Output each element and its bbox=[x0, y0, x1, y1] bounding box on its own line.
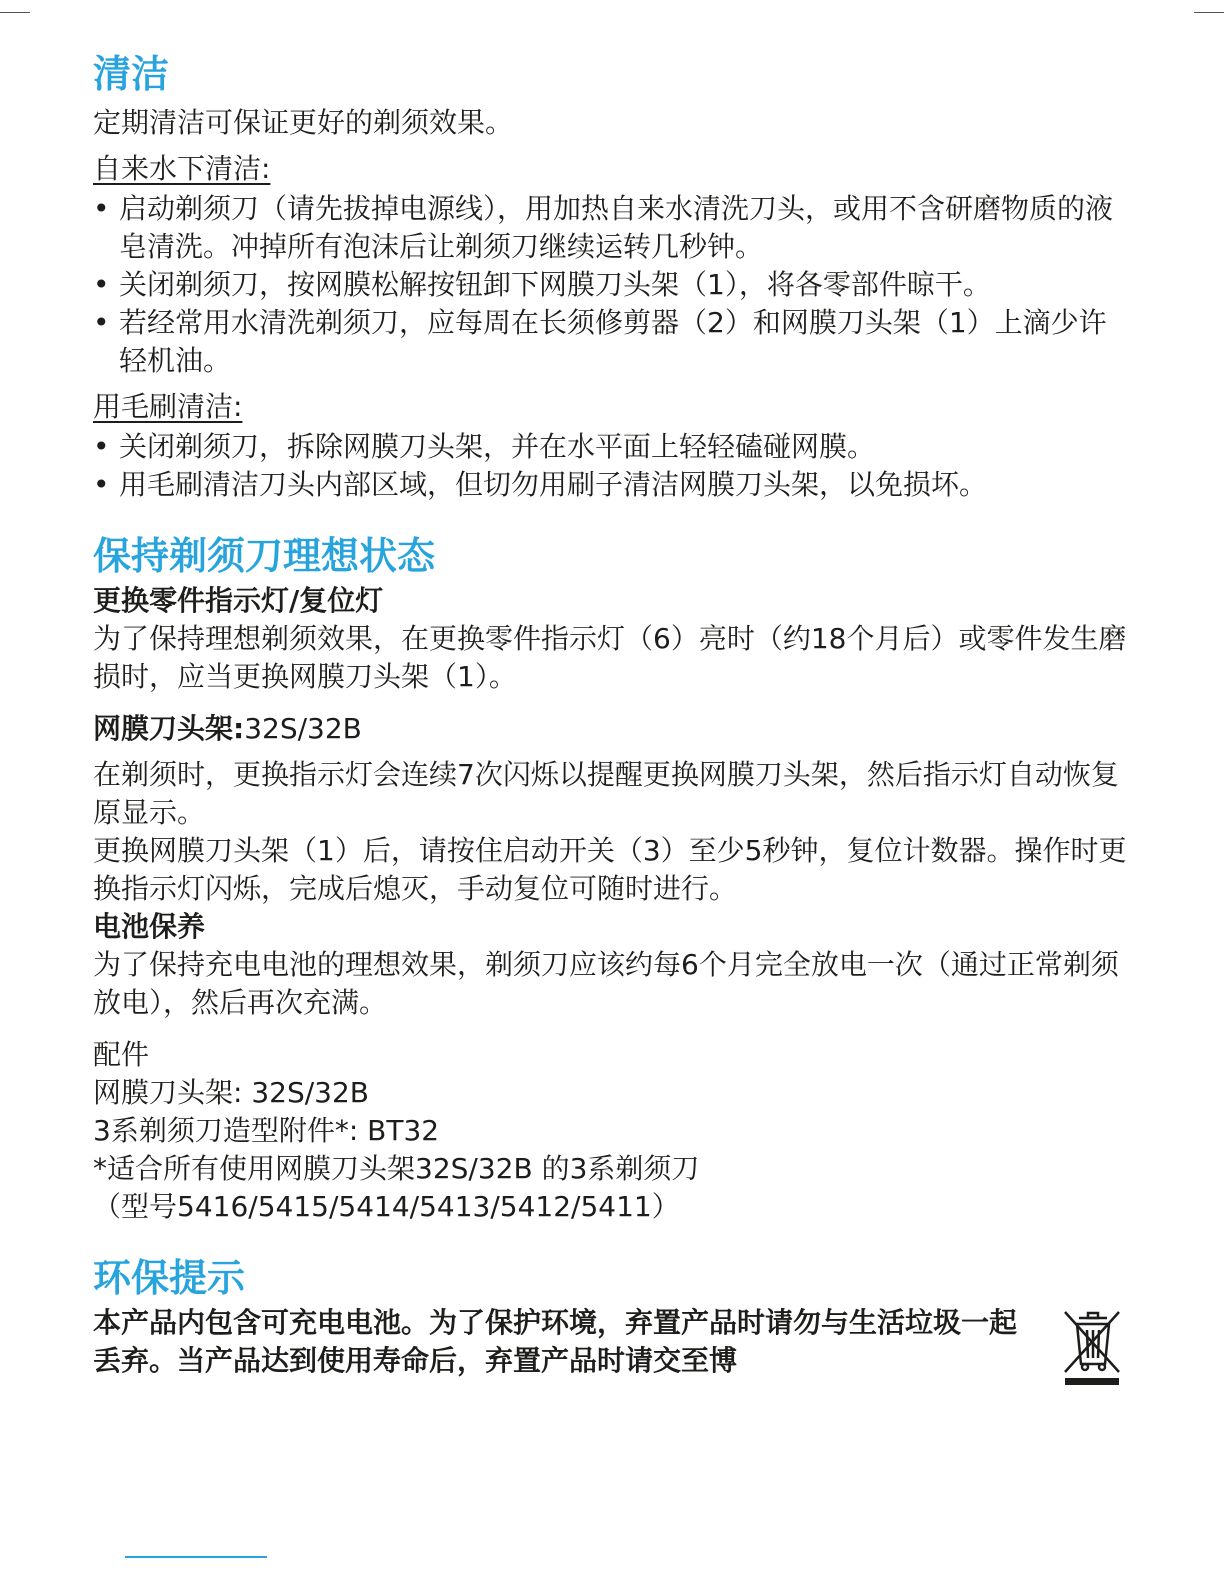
environment-title: 环保提示 bbox=[93, 1256, 246, 1300]
brush-heading: 用毛刷清洁: bbox=[93, 390, 243, 423]
list-item: • 若经常用水清洗剃须刀，应每周在长须修剪器（2）和网膜刀头架（1）上滴少许轻机油。 bbox=[93, 304, 1133, 380]
accessories-heading: 配件 bbox=[93, 1038, 150, 1071]
footer-accent-line bbox=[125, 1556, 267, 1558]
environment-section bbox=[93, 1252, 1133, 1388]
foil-cassette-line bbox=[93, 710, 1133, 748]
list-item: • 关闭剃须刀，拆除网膜刀头架，并在水平面上轻轻磕碰网膜。 bbox=[93, 428, 1133, 466]
accessories-line-2: 3系剃须刀造型附件*: BT32 bbox=[93, 1114, 440, 1147]
replacement-heading: 更换零件指示灯/复位灯 bbox=[93, 584, 384, 617]
crop-mark-right bbox=[1194, 12, 1224, 13]
accessories-line-4: （型号5416/5415/5414/5413/5412/5411） bbox=[93, 1190, 680, 1223]
tap-water-list bbox=[93, 190, 1133, 380]
foil-cassette-text-1: 在剃须时，更换指示灯会连续7次闪烁以提醒更换网膜刀头架，然后指示灯自动恢复原显示。 bbox=[93, 758, 1119, 829]
environment-text: 本产品内包含可充电电池。为了保护环境，弃置产品时请勿与生活垃圾一起丢弃。当产品达到使用寿命后，弃置产品时请交至博 bbox=[93, 1306, 1018, 1377]
cleaning-title: 清洁 bbox=[93, 52, 170, 96]
brush-list bbox=[93, 428, 1133, 504]
foil-cassette-text-2: 更换网膜刀头架（1）后，请按住启动开关（3）至少5秒钟，复位计数器。操作时更换指示灯闪烁，完成后熄灭，手动复位可随时进行。 bbox=[93, 834, 1127, 905]
maintenance-section bbox=[93, 530, 1133, 1226]
replacement-text: 为了保持理想剃须效果，在更换零件指示灯（6）亮时（约18个月后）或零件发生磨损时，应当更换网膜刀头架（1）。 bbox=[93, 622, 1127, 693]
battery-text: 为了保持充电电池的理想效果，剃须刀应该约每6个月完全放电一次（通过正常剃须放电），然后再次充满。 bbox=[93, 948, 1119, 1019]
battery-heading: 电池保养 bbox=[93, 910, 206, 943]
tap-water-heading: 自来水下清洁: bbox=[93, 152, 271, 185]
list-item: • 关闭剃须刀，按网膜松解按钮卸下网膜刀头架（1），将各零部件晾干。 bbox=[93, 266, 1133, 304]
cleaning-section bbox=[93, 48, 1133, 504]
crop-mark-left bbox=[0, 12, 30, 13]
list-item: • 启动剃须刀（请先拔掉电源线），用加热自来水清洗刀头，或用不含研磨物质的液皂清洗。冲掉所有泡沫后让剃须刀继续运转几秒钟。 bbox=[93, 190, 1133, 266]
accessories-line-1: 网膜刀头架: 32S/32B bbox=[93, 1076, 370, 1109]
maintenance-title: 保持剃须刀理想状态 bbox=[93, 534, 436, 578]
environment-row bbox=[93, 1304, 1133, 1388]
cleaning-intro: 定期清洁可保证更好的剃须效果。 bbox=[93, 106, 514, 139]
crossed-out-wheelie-bin-icon bbox=[1059, 1304, 1125, 1388]
foil-cassette-label: 网膜刀头架: bbox=[93, 712, 245, 745]
document-page bbox=[93, 48, 1133, 1388]
list-item: • 用毛刷清洁刀头内部区域，但切勿用刷子清洁网膜刀头架，以免损坏。 bbox=[93, 466, 1133, 504]
foil-cassette-value: 32S/32B bbox=[244, 712, 362, 745]
accessories-line-3: *适合所有使用网膜刀头架32S/32B 的3系剃须刀 bbox=[93, 1152, 700, 1185]
